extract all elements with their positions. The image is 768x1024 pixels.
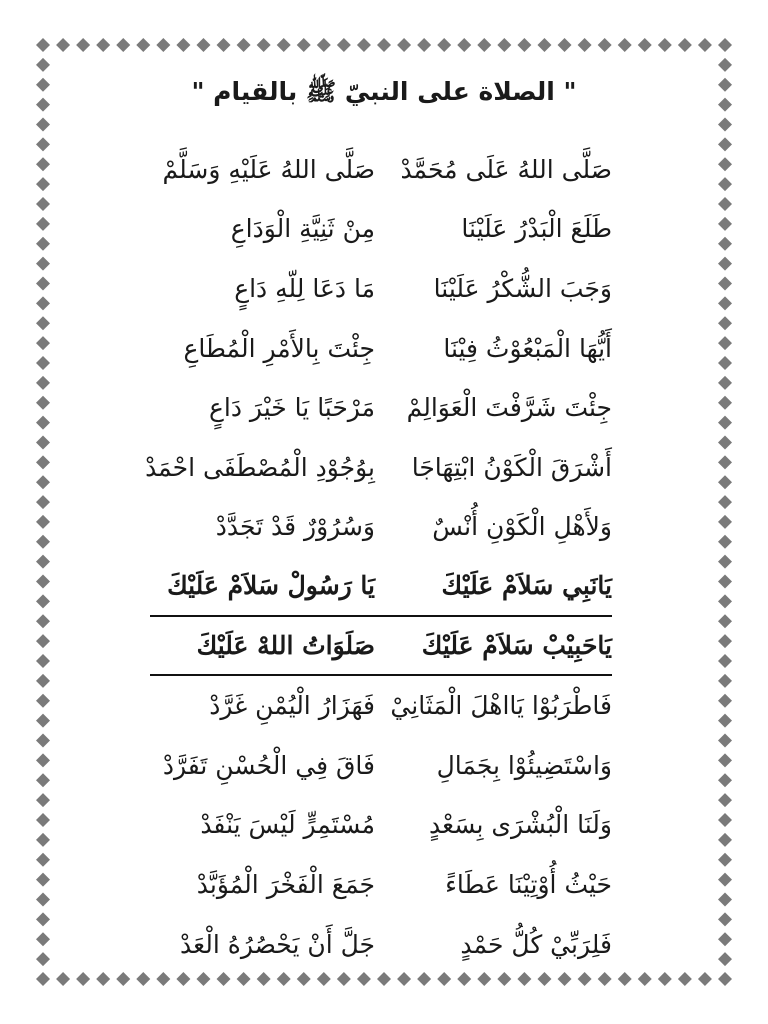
diamond-ornament bbox=[36, 853, 50, 867]
diamond-ornament bbox=[718, 932, 732, 946]
diamond-ornament bbox=[397, 38, 411, 52]
verse-row bbox=[145, 438, 612, 498]
diamond-ornament bbox=[658, 972, 672, 986]
diamond-ornament bbox=[718, 694, 732, 708]
diamond-ornament bbox=[558, 38, 572, 52]
diamond-ornament bbox=[718, 137, 732, 151]
diamond-ornament bbox=[36, 38, 50, 52]
diamond-ornament bbox=[718, 475, 732, 489]
diamond-ornament bbox=[36, 873, 50, 887]
verse-second-hemistich: جَلَّ أَنْ يَحْصُرُهُ الْعَدْ bbox=[180, 929, 375, 959]
diamond-ornament bbox=[718, 296, 732, 310]
chorus-first-hemistich: يَاحَبِيْبْ سَلاَمْ عَلَيْكَ bbox=[421, 630, 612, 660]
diamond-ornament bbox=[36, 396, 50, 410]
diamond-ornament bbox=[36, 475, 50, 489]
verse-second-hemistich: مَا دَعَا لِلّهِ دَاعٍ bbox=[234, 273, 375, 303]
diamond-ornament bbox=[337, 38, 351, 52]
diamond-ornament bbox=[718, 575, 732, 589]
verse-second-hemistich: مِنْ ثَنِيَّةِ الْوَدَاعِ bbox=[230, 214, 375, 244]
diamond-ornament bbox=[718, 654, 732, 668]
diamond-ornament bbox=[718, 276, 732, 290]
poem-verses bbox=[145, 140, 612, 974]
diamond-ornament bbox=[718, 435, 732, 449]
verse-row bbox=[150, 259, 612, 319]
diamond-ornament bbox=[76, 972, 90, 986]
diamond-ornament bbox=[297, 38, 311, 52]
diamond-ornament bbox=[36, 376, 50, 390]
diamond-ornament bbox=[598, 38, 612, 52]
diamond-ornament bbox=[36, 575, 50, 589]
diamond-ornament bbox=[176, 38, 190, 52]
diamond-ornament bbox=[718, 952, 732, 966]
diamond-ornament bbox=[196, 38, 210, 52]
diamond-ornament bbox=[718, 157, 732, 171]
verse-row bbox=[150, 140, 612, 200]
diamond-ornament bbox=[257, 38, 271, 52]
diamond-ornament bbox=[36, 316, 50, 330]
diamond-ornament bbox=[437, 38, 451, 52]
diamond-ornament bbox=[36, 813, 50, 827]
page-title: " الصلاة على النبيّ ﷺ بالقيام " bbox=[191, 77, 577, 106]
verse-second-hemistich: صَلَّى اللهُ عَلَيْهِ وَسَلَّمْ bbox=[162, 154, 375, 184]
diamond-ornament bbox=[36, 753, 50, 767]
diamond-ornament bbox=[718, 336, 732, 350]
verse-row bbox=[150, 676, 612, 736]
verse-first-hemistich: وَجَبَ الشُّكْرُ عَلَيْنَا bbox=[433, 273, 612, 303]
diamond-ornament bbox=[718, 455, 732, 469]
diamond-ornament bbox=[36, 356, 50, 370]
diamond-ornament bbox=[36, 674, 50, 688]
diamond-ornament bbox=[718, 594, 732, 608]
diamond-ornament bbox=[317, 38, 331, 52]
diamond-ornament bbox=[36, 416, 50, 430]
diamond-ornament bbox=[36, 257, 50, 271]
diamond-ornament bbox=[678, 38, 692, 52]
diamond-ornament bbox=[718, 674, 732, 688]
diamond-ornament bbox=[217, 38, 231, 52]
diamond-ornament bbox=[377, 38, 391, 52]
verse-first-hemistich: حَيْثُ أُوْتِيْنَا عَطَاءً bbox=[445, 869, 612, 899]
diamond-ornament bbox=[718, 555, 732, 569]
diamond-ornament bbox=[36, 793, 50, 807]
diamond-ornament bbox=[658, 38, 672, 52]
diamond-ornament bbox=[718, 117, 732, 131]
diamond-ornament bbox=[36, 694, 50, 708]
diamond-ornament bbox=[36, 157, 50, 171]
diamond-ornament bbox=[718, 793, 732, 807]
diamond-ornament bbox=[718, 535, 732, 549]
chorus-first-hemistich: يَانَبِي سَلاَمْ عَلَيْكَ bbox=[441, 570, 612, 600]
diamond-ornament bbox=[638, 972, 652, 986]
diamond-ornament bbox=[36, 773, 50, 787]
verse-second-hemistich: جِئْتَ بِالأَمْرِ الْمُطَاعِ bbox=[183, 333, 375, 363]
diamond-ornament bbox=[517, 38, 531, 52]
diamond-ornament bbox=[36, 197, 50, 211]
diamond-ornament bbox=[718, 912, 732, 926]
verse-first-hemistich: فَلِرَبِّيْ كُلُّ حَمْدٍ bbox=[460, 929, 612, 959]
diamond-ornament bbox=[718, 614, 732, 628]
diamond-ornament bbox=[36, 217, 50, 231]
diamond-ornament bbox=[718, 257, 732, 271]
diamond-ornament bbox=[96, 972, 110, 986]
verse-second-hemistich: فَهَزَارُ الْيُمْنِ غَرَّدْ bbox=[209, 691, 375, 721]
diamond-ornament bbox=[116, 38, 130, 52]
verse-second-hemistich: مَرْحَبًا يَا خَيْرَ دَاعٍ bbox=[208, 393, 375, 423]
diamond-ornament bbox=[537, 38, 551, 52]
diamond-ornament bbox=[457, 38, 471, 52]
diamond-ornament bbox=[156, 38, 170, 52]
diamond-ornament bbox=[36, 893, 50, 907]
verse-second-hemistich: جَمَعَ الْفَخْرَ الْمُؤَبَّدْ bbox=[196, 869, 375, 899]
diamond-ornament bbox=[718, 833, 732, 847]
diamond-ornament bbox=[96, 38, 110, 52]
verse-row bbox=[150, 915, 612, 975]
diamond-ornament bbox=[277, 38, 291, 52]
verse-first-hemistich: وَلَنَا الْبُشْرَى بِسَعْدٍ bbox=[429, 810, 612, 840]
diamond-ornament bbox=[718, 634, 732, 648]
diamond-ornament bbox=[36, 177, 50, 191]
diamond-ornament bbox=[36, 654, 50, 668]
diamond-ornament bbox=[718, 197, 732, 211]
verse-first-hemistich: فَاطْرَبُوْا يَااهْلَ الْمَثَانِيْ bbox=[390, 691, 612, 721]
diamond-ornament bbox=[618, 38, 632, 52]
diamond-ornament bbox=[36, 276, 50, 290]
verse-row bbox=[150, 855, 612, 915]
diamond-ornament bbox=[718, 753, 732, 767]
verse-row bbox=[150, 498, 612, 558]
diamond-ornament bbox=[36, 714, 50, 728]
diamond-ornament bbox=[638, 38, 652, 52]
diamond-ornament bbox=[136, 972, 150, 986]
diamond-ornament bbox=[718, 217, 732, 231]
diamond-ornament bbox=[36, 972, 50, 986]
chorus-second-hemistich: صَلَوَاتُ اللهْ عَلَيْكَ bbox=[196, 630, 375, 660]
diamond-ornament bbox=[36, 912, 50, 926]
diamond-ornament bbox=[718, 495, 732, 509]
diamond-ornament bbox=[56, 972, 70, 986]
diamond-ornament bbox=[698, 38, 712, 52]
diamond-ornament bbox=[497, 38, 511, 52]
diamond-ornament bbox=[718, 316, 732, 330]
diamond-ornament bbox=[718, 177, 732, 191]
diamond-ornament bbox=[718, 813, 732, 827]
verse-row bbox=[150, 796, 612, 856]
verse-first-hemistich: وَاسْتَضِيئُوْا بِجَمَالِ bbox=[436, 750, 612, 780]
diamond-ornament bbox=[36, 555, 50, 569]
chorus-row bbox=[150, 617, 612, 677]
diamond-ornament bbox=[678, 972, 692, 986]
chorus-second-hemistich: يَا رَسُولْ سَلاَمْ عَلَيْكَ bbox=[167, 570, 375, 600]
diamond-ornament bbox=[718, 237, 732, 251]
verse-first-hemistich: جِئْتَ شَرَّفْتَ الْعَوَالِمْ bbox=[406, 393, 612, 423]
verse-row bbox=[150, 200, 612, 260]
diamond-ornament bbox=[477, 38, 491, 52]
diamond-ornament bbox=[36, 296, 50, 310]
verse-row bbox=[150, 378, 612, 438]
verse-first-hemistich: وَلأَهْلِ الْكَوْنِ أُنْسٌ bbox=[432, 512, 612, 542]
diamond-ornament bbox=[36, 515, 50, 529]
diamond-ornament bbox=[36, 952, 50, 966]
verse-second-hemistich: بِوُجُوْدِ الْمُصْطَفَى احْمَدْ bbox=[145, 452, 375, 482]
diamond-ornament bbox=[36, 495, 50, 509]
diamond-ornament bbox=[36, 435, 50, 449]
diamond-ornament bbox=[36, 833, 50, 847]
diamond-ornament bbox=[116, 972, 130, 986]
diamond-ornament bbox=[237, 38, 251, 52]
diamond-ornament bbox=[36, 614, 50, 628]
diamond-ornament bbox=[718, 376, 732, 390]
diamond-ornament bbox=[36, 237, 50, 251]
diamond-ornament bbox=[718, 356, 732, 370]
verse-second-hemistich: مُسْتَمِرٍّ لَيْسَ يَنْفَدْ bbox=[200, 810, 375, 840]
chorus-row bbox=[150, 557, 612, 617]
diamond-ornament bbox=[718, 873, 732, 887]
diamond-ornament bbox=[718, 734, 732, 748]
diamond-ornament bbox=[36, 58, 50, 72]
diamond-ornament bbox=[136, 38, 150, 52]
diamond-ornament bbox=[36, 455, 50, 469]
verse-first-hemistich: أَيُّهَا الْمَبْعُوْثُ فِيْنَا bbox=[443, 333, 612, 363]
diamond-ornament bbox=[76, 38, 90, 52]
verse-first-hemistich: صَلَّى اللهُ عَلَى مُحَمَّدْ bbox=[400, 154, 612, 184]
diamond-ornament bbox=[578, 38, 592, 52]
verse-row bbox=[150, 319, 612, 379]
diamond-ornament bbox=[36, 634, 50, 648]
verse-first-hemistich: أَشْرَقَ الْكَوْنُ ابْتِهَاجَا bbox=[411, 452, 612, 482]
diamond-ornament bbox=[718, 515, 732, 529]
diamond-ornament bbox=[718, 714, 732, 728]
diamond-ornament bbox=[718, 416, 732, 430]
diamond-ornament bbox=[718, 972, 732, 986]
diamond-ornament bbox=[36, 137, 50, 151]
diamond-ornament bbox=[718, 853, 732, 867]
diamond-ornament bbox=[36, 535, 50, 549]
diamond-ornament bbox=[618, 972, 632, 986]
diamond-ornament bbox=[36, 117, 50, 131]
verse-first-hemistich: طَلَعَ الْبَدْرُ عَلَيْنَا bbox=[461, 214, 612, 244]
diamond-ornament bbox=[36, 594, 50, 608]
diamond-ornament bbox=[36, 932, 50, 946]
diamond-ornament bbox=[718, 773, 732, 787]
diamond-ornament bbox=[56, 38, 70, 52]
diamond-ornament bbox=[718, 396, 732, 410]
diamond-ornament bbox=[417, 38, 431, 52]
verse-row bbox=[150, 736, 612, 796]
verse-second-hemistich: وَسُرُوْرٌ قَدْ تَجَدَّدْ bbox=[215, 512, 375, 542]
diamond-ornament bbox=[718, 893, 732, 907]
verse-second-hemistich: فَاقَ فِي الْحُسْنِ تَفَرَّدْ bbox=[162, 750, 375, 780]
diamond-ornament bbox=[36, 734, 50, 748]
diamond-ornament bbox=[718, 58, 732, 72]
diamond-ornament bbox=[718, 38, 732, 52]
diamond-ornament bbox=[357, 38, 371, 52]
diamond-ornament bbox=[36, 336, 50, 350]
diamond-ornament bbox=[698, 972, 712, 986]
